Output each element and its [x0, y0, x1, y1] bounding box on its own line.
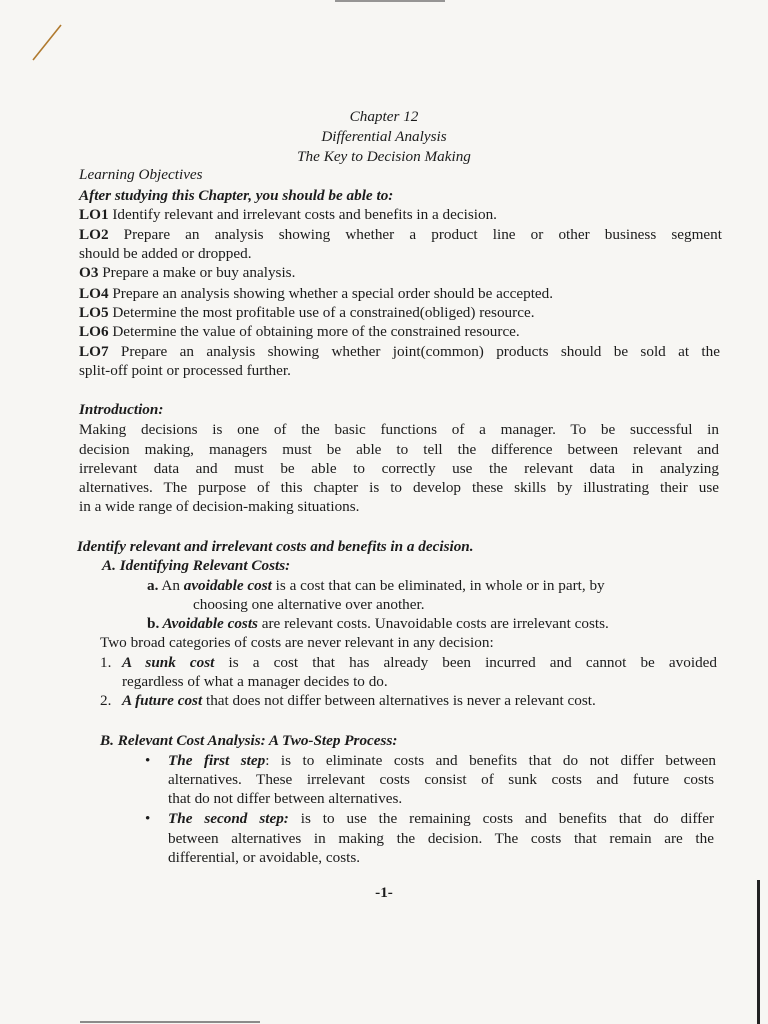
step-text: is to use the remaining costs and benefits that do differ	[288, 810, 715, 827]
objective-code: LO1	[79, 206, 109, 223]
numbered-item-1-continued: regardless of what a manager decides to do.	[122, 673, 388, 690]
pen-mark	[30, 22, 70, 64]
item-marker: a.	[147, 577, 159, 594]
item-b	[147, 614, 609, 633]
objective-lo4	[79, 284, 553, 303]
section-heading: Identify relevant and irrelevant costs and benefits in a decision.	[77, 538, 474, 555]
step-one-line: that do not differ between alternatives.	[168, 790, 403, 807]
objective-text: Prepare an analysis showing whether joint(common) products should be sold at the	[108, 343, 720, 360]
objective-lo6	[79, 322, 520, 341]
chapter-number: Chapter 12	[349, 108, 419, 125]
objective-text: Determine the most profitable use of a constrained(obliged) resource.	[108, 304, 535, 321]
item-a	[147, 576, 717, 595]
objective-code: LO2	[79, 226, 109, 243]
item-term: avoidable cost	[183, 577, 272, 594]
item-text: An	[158, 577, 184, 594]
objective-o3	[79, 263, 295, 282]
subsection-b-heading: B. Relevant Cost Analysis: A Two-Step Process:	[100, 732, 398, 749]
objective-code: O3	[79, 264, 99, 281]
numbered-item-1	[122, 653, 717, 672]
item-term: Avoidable costs	[159, 615, 258, 632]
broad-categories-text: Two broad categories of costs are never relevant in any decision:	[100, 634, 494, 651]
item-a-continued: choosing one alternative over another.	[193, 596, 425, 613]
chapter-subtitle: The Key to Decision Making	[297, 148, 471, 165]
introduction-line: Making decisions is one of the basic functions of a manager. To be successful in	[79, 421, 719, 438]
step-term: The second step:	[168, 810, 289, 827]
step-two	[168, 809, 714, 828]
objectives-intro: After studying this Chapter, you should be able to:	[79, 187, 394, 204]
item-marker: b.	[147, 615, 160, 632]
objective-lo7	[79, 342, 720, 361]
item-text: is a cost that can be eliminated, in whole or in part, by	[271, 577, 605, 594]
step-one-line: alternatives. These irrelevant costs consist of sunk costs and future costs	[168, 771, 714, 788]
introduction-line: alternatives. The purpose of this chapter is to develop these skills by illustrating their use	[79, 479, 719, 496]
numbered-item-2	[122, 691, 596, 710]
objective-code: LO7	[79, 343, 109, 360]
objective-lo2	[79, 225, 722, 244]
item-text: are relevant costs. Unavoidable costs are irrelevant costs.	[257, 615, 609, 632]
introduction-heading: Introduction:	[79, 401, 164, 418]
objective-text: Determine the value of obtaining more of the constrained resource.	[108, 323, 520, 340]
list-number: 2.	[100, 692, 112, 709]
objective-code: LO4	[79, 285, 109, 302]
objective-text: Prepare an analysis showing whether a special order should be accepted.	[108, 285, 554, 302]
objective-lo7-continued: split-off point or processed further.	[79, 362, 291, 379]
objective-lo2-continued: should be added or dropped.	[79, 245, 252, 262]
objective-text: Prepare a make or buy analysis.	[98, 264, 296, 281]
objective-code: LO6	[79, 323, 109, 340]
top-edge-line	[335, 0, 445, 2]
step-one	[168, 751, 716, 770]
introduction-line: decision making, managers must be able to tell the difference between relevant and	[79, 441, 719, 458]
objectives-heading: Learning Objectives	[79, 166, 203, 183]
chapter-title: Differential Analysis	[321, 128, 447, 145]
introduction-line: irrelevant data and must be able to correctly use the relevant data in analyzing	[79, 460, 719, 477]
item-term: A sunk cost	[122, 654, 215, 671]
step-two-line: differential, or avoidable, costs.	[168, 849, 361, 866]
step-text: : is to eliminate costs and benefits that do not differ between	[265, 752, 716, 769]
objective-lo1	[79, 205, 497, 224]
item-term: A future cost	[122, 692, 203, 709]
objective-lo5	[79, 303, 535, 322]
item-text: that does not differ between alternatives is never a relevant cost.	[202, 692, 596, 709]
step-two-line: between alternatives in making the decision. The costs that remain are the	[168, 830, 714, 847]
bottom-edge-line	[80, 1021, 260, 1023]
objective-text: Prepare an analysis showing whether a product line or other business segment	[108, 226, 722, 243]
objective-code: LO5	[79, 304, 109, 321]
page-number: -1-	[375, 884, 393, 901]
introduction-line: in a wide range of decision-making situations.	[79, 498, 360, 515]
item-text: is a cost that has already been incurred and cannot be avoided	[214, 654, 717, 671]
bullet-marker: •	[145, 810, 151, 827]
bullet-marker: •	[145, 752, 151, 769]
list-number: 1.	[100, 654, 112, 671]
objective-text: Identify relevant and irrelevant costs and benefits in a decision.	[108, 206, 497, 223]
subsection-a-heading: A. Identifying Relevant Costs:	[102, 557, 291, 574]
step-term: The first step	[168, 752, 266, 769]
